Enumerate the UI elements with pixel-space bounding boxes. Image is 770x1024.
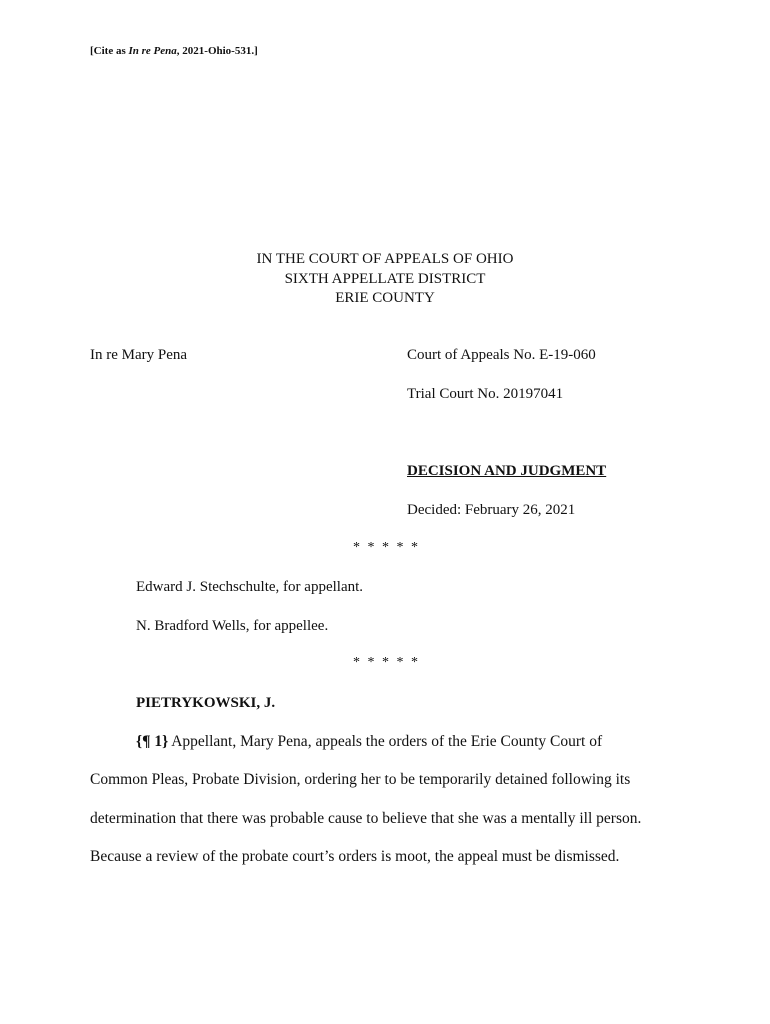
judge-name: PIETRYKOWSKI, J.: [136, 695, 276, 711]
court-name: IN THE COURT OF APPEALS OF OHIO: [256, 251, 514, 267]
appellant-counsel: Edward J. Stechschulte, for appellant.: [136, 579, 364, 595]
decided-date: Decided: February 26, 2021: [407, 502, 576, 518]
case-party: In re Mary Pena: [90, 347, 188, 363]
citation-suffix: , 2021-Ohio-531.]: [176, 45, 258, 57]
paragraph-text: Appellant, Mary Pena, appeals the orders of the Erie County Court of: [168, 733, 603, 750]
opinion-paragraph-line: Because a review of the probate court’s orders is moot, the appeal must be dismissed.: [90, 848, 620, 865]
appellee-counsel: N. Bradford Wells, for appellee.: [136, 618, 329, 634]
opinion-paragraph-line: determination that there was probable cause to believe that she was a mentally ill person.: [90, 810, 642, 827]
appeals-case-number: Court of Appeals No. E-19-060: [407, 347, 596, 363]
court-county: ERIE COUNTY: [335, 290, 435, 306]
opinion-paragraph-line: Common Pleas, Probate Division, ordering her to be temporarily detained following its: [90, 771, 631, 788]
citation-case-name: In re Pena: [128, 45, 177, 57]
section-separator: * * * * *: [353, 655, 420, 670]
citation-prefix: [Cite as: [90, 45, 129, 57]
trial-court-number: Trial Court No. 20197041: [407, 386, 564, 402]
citation-line: [90, 45, 258, 57]
section-separator: * * * * *: [353, 540, 420, 555]
decision-title: DECISION AND JUDGMENT: [407, 463, 607, 479]
court-header: [0, 250, 770, 309]
opinion-paragraph-line: [136, 733, 602, 751]
paragraph-marker: {¶ 1}: [136, 733, 169, 750]
court-district: SIXTH APPELLATE DISTRICT: [284, 270, 486, 287]
